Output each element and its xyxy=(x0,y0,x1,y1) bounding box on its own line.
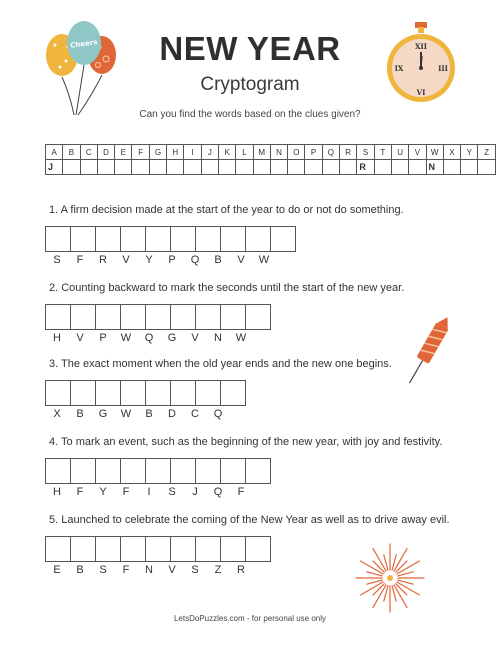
key-letter: W xyxy=(426,145,443,160)
answer-box[interactable] xyxy=(120,226,146,252)
answer-box[interactable] xyxy=(70,458,96,484)
answer-box[interactable] xyxy=(245,536,271,562)
key-answer-cell[interactable] xyxy=(115,160,132,175)
key-answer-cell[interactable] xyxy=(132,160,149,175)
answer-boxes xyxy=(45,304,270,330)
key-letter: A xyxy=(46,145,63,160)
key-answer-cell[interactable]: N xyxy=(426,160,443,175)
answer-box[interactable] xyxy=(170,380,196,406)
cipher-letter: F xyxy=(122,564,130,576)
cipher-letter: S xyxy=(191,564,199,576)
key-answer-cell[interactable] xyxy=(184,160,201,175)
key-answer-cell[interactable] xyxy=(340,160,357,175)
cipher-letters xyxy=(45,564,252,576)
firework-icon xyxy=(352,540,428,616)
answer-box[interactable] xyxy=(195,536,221,562)
key-answer-cell[interactable] xyxy=(461,160,478,175)
cipher-letter: G xyxy=(167,332,177,344)
key-answer-cell[interactable] xyxy=(218,160,235,175)
answer-box[interactable] xyxy=(170,226,196,252)
answer-boxes xyxy=(45,536,270,562)
clue-text: 2. Counting backward to mark the seconds until the start of the new year. xyxy=(49,282,405,294)
key-letter: R xyxy=(340,145,357,160)
cipher-letter: P xyxy=(99,332,107,344)
alphabet-row xyxy=(46,145,496,160)
key-answer-cell[interactable] xyxy=(270,160,287,175)
answer-box[interactable] xyxy=(45,304,71,330)
clue-text: 1. A firm decision made at the start of the year to do or not do something. xyxy=(49,204,404,216)
cipher-letter: J xyxy=(192,486,198,498)
key-letter: P xyxy=(305,145,322,160)
clock-numeral-12: XII xyxy=(415,42,427,51)
clock-numeral-9: IX xyxy=(394,64,404,73)
answer-box[interactable] xyxy=(95,380,121,406)
answer-box[interactable] xyxy=(95,458,121,484)
cipher-letter: R xyxy=(99,254,107,266)
cipher-letter: W xyxy=(120,332,132,344)
answer-box[interactable] xyxy=(70,536,96,562)
answer-box[interactable] xyxy=(45,226,71,252)
cipher-letter: P xyxy=(168,254,176,266)
cipher-letters xyxy=(45,332,252,344)
answer-box[interactable] xyxy=(170,458,196,484)
key-letter: B xyxy=(63,145,80,160)
cipher-letter: Y xyxy=(99,486,107,498)
answer-box[interactable] xyxy=(145,536,171,562)
answer-box[interactable] xyxy=(195,380,221,406)
clue-text: 3. The exact moment when the old year ends and the new one begins. xyxy=(49,358,392,370)
instructions: Can you find the words based on the clues given? xyxy=(139,109,361,120)
cipher-letter: Q xyxy=(190,254,200,266)
clue-text: 5. Launched to celebrate the coming of the New Year as well as to drive away evil. xyxy=(49,514,450,526)
cipher-letter: S xyxy=(99,564,107,576)
answer-box[interactable] xyxy=(170,304,196,330)
key-letter: D xyxy=(97,145,114,160)
rocket-icon xyxy=(402,312,454,390)
cipher-letter: B xyxy=(76,564,84,576)
clue-text: 4. To mark an event, such as the beginning of the new year, with joy and festivity. xyxy=(49,436,443,448)
cipher-letter: V xyxy=(122,254,130,266)
cipher-letter: Q xyxy=(144,332,154,344)
cipher-letter: Z xyxy=(214,564,222,576)
key-letter: S xyxy=(357,145,374,160)
answer-box[interactable] xyxy=(45,380,71,406)
cipher-letters xyxy=(45,408,229,420)
cipher-letter: V xyxy=(76,332,84,344)
cipher-letter: V xyxy=(191,332,199,344)
cipher-letter: H xyxy=(53,486,61,498)
key-letter: M xyxy=(253,145,270,160)
cipher-letter: F xyxy=(76,486,84,498)
answer-box[interactable] xyxy=(70,380,96,406)
answer-box[interactable] xyxy=(145,304,171,330)
key-answer-cell[interactable] xyxy=(253,160,270,175)
cipher-letter: F xyxy=(237,486,245,498)
answer-box[interactable] xyxy=(195,226,221,252)
cipher-letter: Y xyxy=(145,254,153,266)
key-answer-cell[interactable] xyxy=(201,160,218,175)
cipher-letter: C xyxy=(191,408,199,420)
key-letter: N xyxy=(270,145,287,160)
answer-box[interactable] xyxy=(220,304,246,330)
key-letter: Z xyxy=(478,145,495,160)
cipher-letter: W xyxy=(235,332,247,344)
answer-box[interactable] xyxy=(95,304,121,330)
answer-box[interactable] xyxy=(45,458,71,484)
key-letter: C xyxy=(80,145,97,160)
answer-box[interactable] xyxy=(120,458,146,484)
cipher-letter: S xyxy=(168,486,176,498)
answer-box[interactable] xyxy=(120,304,146,330)
answer-box[interactable] xyxy=(95,536,121,562)
cipher-letter: F xyxy=(122,486,130,498)
cipher-letter: H xyxy=(53,332,61,344)
key-answer-cell[interactable] xyxy=(478,160,495,175)
answer-box[interactable] xyxy=(170,536,196,562)
clock-numeral-6: VI xyxy=(416,88,426,97)
answer-box[interactable] xyxy=(145,226,171,252)
key-letter: I xyxy=(184,145,201,160)
key-letter: V xyxy=(409,145,426,160)
cipher-letter: I xyxy=(147,486,151,498)
clock-numeral-3: III xyxy=(438,64,448,73)
answer-box[interactable] xyxy=(270,226,296,252)
key-answer-cell[interactable]: J xyxy=(46,160,63,175)
answer-box[interactable] xyxy=(245,226,271,252)
cipher-letters xyxy=(45,254,275,266)
answer-box[interactable] xyxy=(195,458,221,484)
cipher-letter: S xyxy=(53,254,61,266)
key-answer-cell[interactable] xyxy=(97,160,114,175)
answer-box[interactable] xyxy=(145,380,171,406)
answer-boxes xyxy=(45,226,295,252)
cipher-letter: G xyxy=(98,408,108,420)
clock-illustration xyxy=(385,22,457,107)
answer-box[interactable] xyxy=(120,380,146,406)
key-answer-cell[interactable] xyxy=(80,160,97,175)
key-answer-cell[interactable] xyxy=(443,160,460,175)
key-letter: T xyxy=(374,145,391,160)
balloon-text: Cheers xyxy=(69,38,98,50)
cipher-letter: B xyxy=(145,408,153,420)
key-answer-cell[interactable] xyxy=(63,160,80,175)
answer-box[interactable] xyxy=(145,458,171,484)
answer-box[interactable] xyxy=(245,304,271,330)
key-letter: O xyxy=(288,145,305,160)
answer-box[interactable] xyxy=(70,304,96,330)
key-answer-cell[interactable] xyxy=(374,160,391,175)
answer-row xyxy=(46,160,496,175)
key-letter: J xyxy=(201,145,218,160)
cipher-letter: D xyxy=(168,408,176,420)
answer-box[interactable] xyxy=(245,458,271,484)
key-letter: K xyxy=(218,145,235,160)
page-title: NEW YEAR xyxy=(159,30,341,67)
cipher-letter: N xyxy=(145,564,153,576)
cipher-letter: N xyxy=(214,332,222,344)
key-answer-cell[interactable] xyxy=(149,160,166,175)
answer-box[interactable] xyxy=(220,536,246,562)
key-letter: Y xyxy=(461,145,478,160)
answer-box[interactable] xyxy=(95,226,121,252)
key-letter: L xyxy=(236,145,253,160)
cipher-letter: Q xyxy=(213,408,223,420)
answer-box[interactable] xyxy=(45,536,71,562)
key-letter: E xyxy=(115,145,132,160)
cipher-letter: V xyxy=(168,564,176,576)
cipher-letter: B xyxy=(214,254,222,266)
answer-box[interactable] xyxy=(220,458,246,484)
answer-boxes xyxy=(45,458,270,484)
key-answer-cell[interactable] xyxy=(236,160,253,175)
key-answer-cell[interactable] xyxy=(305,160,322,175)
key-answer-cell[interactable] xyxy=(167,160,184,175)
answer-box[interactable] xyxy=(120,536,146,562)
key-answer-cell[interactable] xyxy=(322,160,339,175)
key-letter: F xyxy=(132,145,149,160)
key-answer-cell[interactable] xyxy=(288,160,305,175)
answer-box[interactable] xyxy=(220,226,246,252)
key-letter: Q xyxy=(322,145,339,160)
cipher-letter: W xyxy=(258,254,270,266)
footer-credit: LetsDoPuzzles.com - for personal use only xyxy=(173,614,327,623)
cipher-letter: Q xyxy=(213,486,223,498)
cipher-letter: B xyxy=(76,408,84,420)
answer-box[interactable] xyxy=(220,380,246,406)
cipher-key-table xyxy=(45,144,496,175)
cipher-letters xyxy=(45,486,252,498)
cipher-letter: F xyxy=(76,254,84,266)
page-subtitle: Cryptogram xyxy=(200,74,300,95)
key-letter: X xyxy=(443,145,460,160)
key-letter: G xyxy=(149,145,166,160)
answer-box[interactable] xyxy=(195,304,221,330)
answer-boxes xyxy=(45,380,245,406)
cipher-letter: X xyxy=(53,408,61,420)
key-letter: H xyxy=(167,145,184,160)
cipher-letter: E xyxy=(53,564,61,576)
key-answer-cell[interactable] xyxy=(391,160,408,175)
cipher-letter: R xyxy=(237,564,245,576)
cipher-letter: V xyxy=(237,254,245,266)
answer-box[interactable] xyxy=(70,226,96,252)
cipher-letter: W xyxy=(120,408,132,420)
key-letter: U xyxy=(391,145,408,160)
key-answer-cell[interactable] xyxy=(409,160,426,175)
key-answer-cell[interactable]: R xyxy=(357,160,374,175)
